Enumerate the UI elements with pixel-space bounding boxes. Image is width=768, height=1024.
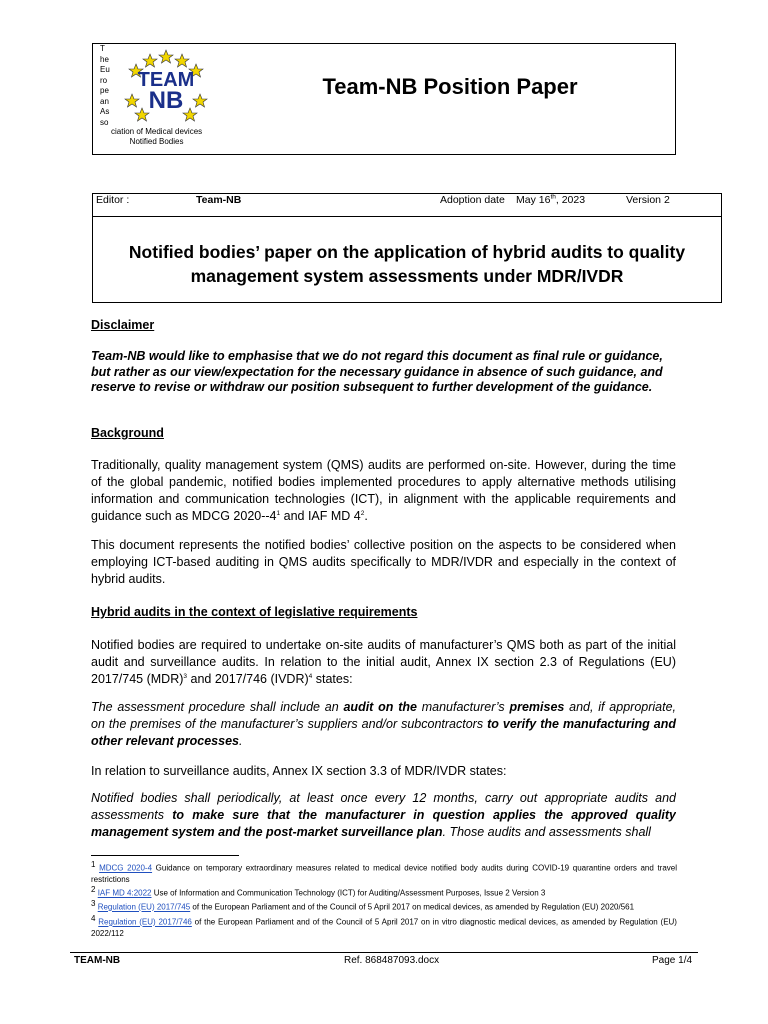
background-paragraph-2: This document represents the notified bodies’ collective position on the aspects to be considered when employing ICT-based auditing in QMS audits specifically to MDR/IVDR and especially in the context of hybrid audits. bbox=[91, 538, 676, 586]
association-name: ciation of Medical devices Notified Bodies bbox=[111, 127, 203, 146]
annex-quote-initial-audit: The assessment procedure shall include an audit on the manufacturer’s premises and, if appropriate, on the premises of the manufacturer’s suppliers and/or subcontractors to verify the manufacturing and other relevant processes. bbox=[91, 700, 677, 748]
version-label: Version 2 bbox=[626, 194, 670, 206]
footnote-4-link[interactable]: Regulation (EU) 2017/746 bbox=[98, 917, 192, 927]
team-nb-logo bbox=[120, 48, 212, 124]
editor-label: Editor : bbox=[96, 194, 130, 206]
footnote-1: 1 MDCG 2020-4 Guidance on temporary extraordinary measures related to medical device notified body audits during COVID-19 quarantine orders and travel restrictions bbox=[91, 860, 678, 884]
background-paragraph-1: Traditionally, quality management system (QMS) audits are performed on-site. However, during the time of the global pandemic, notified bodies implemented procedures to apply alternative methods utilising information and communication technologies (ICT), in alignment with the applicable requirements and guidance such as MDCG $2020--4^1$ and IAF MD $4^2$. bbox=[91, 458, 676, 523]
svg-text:NB: NB bbox=[148, 87, 184, 114]
svg-text:TEAM: TEAM bbox=[137, 69, 195, 91]
footnote-2: 2 IAF MD 4:2022 Use of Information and Communication Technology (ICT) for Auditing/Assessment Purposes, Issue 2 Version 3 bbox=[91, 885, 546, 898]
adoption-date-label: Adoption date bbox=[440, 194, 505, 206]
background-heading: Background bbox=[91, 426, 164, 440]
footnote-4: 4 Regulation (EU) 2017/746 of the European Parliament and of the Council of 5 April 2017 on in vitro diagnostic medical devices, as amended by Regulation (EU) 2022/112 bbox=[91, 914, 677, 938]
footer-organisation: TEAM-NB bbox=[74, 955, 121, 966]
footnote-3-link[interactable]: Regulation (EU) 2017/745 bbox=[97, 902, 191, 912]
position-paper-title: Team-NB Position Paper bbox=[322, 74, 578, 99]
hybrid-paragraph-2: In relation to surveillance audits, Annex IX section 3.3 of MDR/IVDR states: bbox=[91, 764, 507, 778]
hybrid-audits-heading: Hybrid audits in the context of legislative requirements bbox=[91, 605, 418, 619]
document-title: Notified bodies’ paper on the application of hybrid audits to quality management system assessments under MDR/IVDR bbox=[128, 242, 686, 286]
footnote-1-link[interactable]: MDCG 2020-4 bbox=[99, 863, 153, 873]
disclaimer-heading: Disclaimer bbox=[91, 318, 155, 332]
divider bbox=[92, 216, 722, 217]
adoption-date: May 16th, 2023 bbox=[516, 193, 586, 206]
disclaimer-text: Team-NB would like to emphasise that we do not regard this document as final rule or guidance, but rather as our view/expectation for the necessary guidance in absence of such guidance, and reserve to revise or withdraw our position subsequent to further development of the guidance. bbox=[91, 349, 663, 394]
footnote-3: 3 Regulation (EU) 2017/745 of the European Parliament and of the Council of 5 April 2017 on medical devices, as amended by Regulation (EU) 2020/561 bbox=[91, 899, 635, 912]
editor-value: Team-NB bbox=[196, 194, 242, 206]
footnote-2-link[interactable]: IAF MD 4:2022 bbox=[97, 888, 152, 898]
association-initials: T he Eu ro pe an As so bbox=[100, 44, 110, 127]
footnote-separator bbox=[91, 855, 239, 856]
footer-reference: Ref. 868487093.docx bbox=[344, 955, 440, 966]
footer-separator bbox=[70, 952, 698, 953]
footer-page-number: Page 1/4 bbox=[652, 955, 693, 966]
annex-quote-surveillance: Notified bodies shall periodically, at least once every 12 months, carry out appropriate audits and assessments to make sure that the manufacturer in question applies the approved quality management system and the post-market surveillance plan. Those audits and assessments shall bbox=[91, 791, 676, 839]
hybrid-paragraph-1: Notified bodies are required to undertake on-site audits of manufacturer’s QMS both as part of the initial audit and surveillance audits. In relation to the initial audit, Annex IX section 2.3 of Regulations (EU) 2017/745 (MDR)$^3$ and 2017/746 (IVDR)$^4$ states: bbox=[91, 638, 676, 686]
